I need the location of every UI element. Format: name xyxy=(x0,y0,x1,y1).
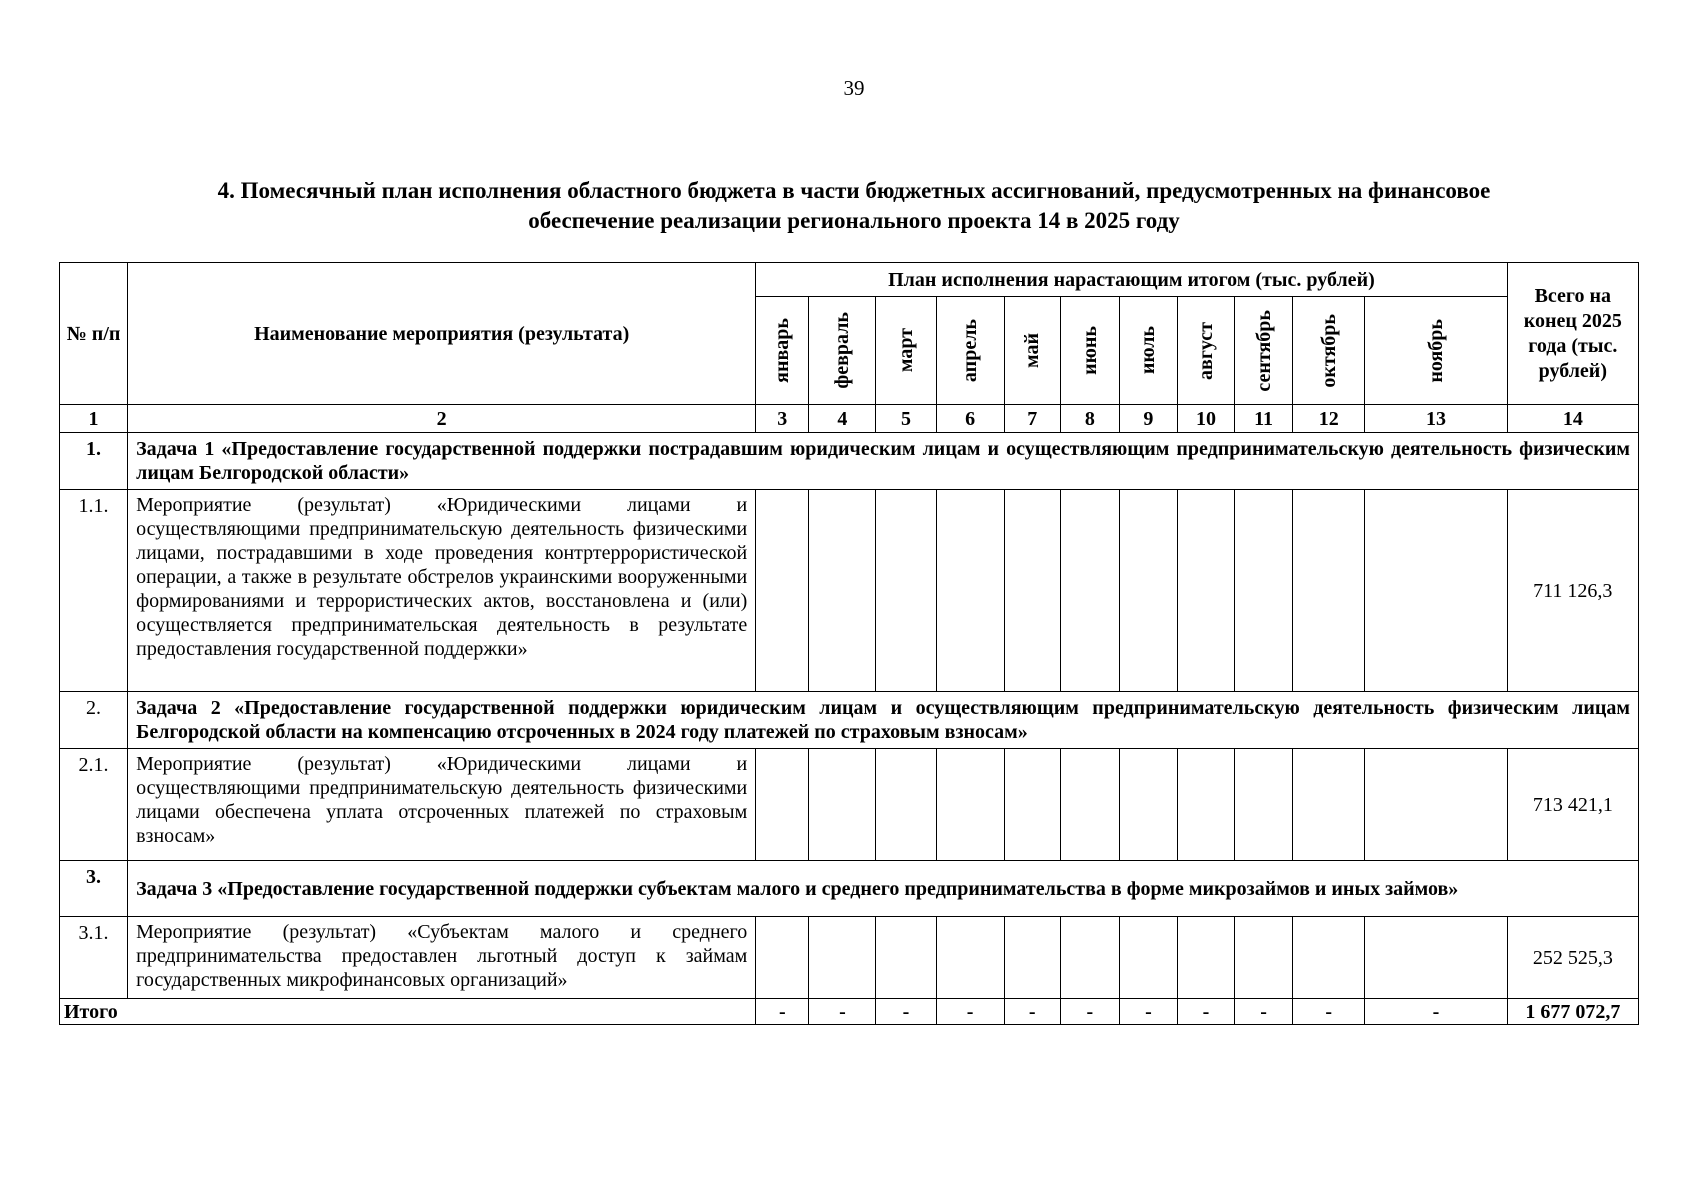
header-num: № п/п xyxy=(60,263,128,405)
value-cell xyxy=(1004,917,1060,999)
task-number: 1. xyxy=(60,433,128,490)
month-label: май xyxy=(1021,332,1044,368)
page-title xyxy=(60,176,1648,236)
col-number: 14 xyxy=(1507,405,1638,433)
header-name: Наименование мероприятия (результата) xyxy=(128,263,756,405)
month-label: ноябрь xyxy=(1424,318,1447,383)
month-november xyxy=(1365,297,1507,405)
total-dash: - xyxy=(809,999,876,1025)
value-cell xyxy=(1119,917,1177,999)
col-number: 7 xyxy=(1004,405,1060,433)
value-cell xyxy=(1060,917,1119,999)
total-dash: - xyxy=(936,999,1004,1025)
value-cell xyxy=(1293,490,1365,692)
column-numbers-row xyxy=(60,405,1639,433)
event-total: 711 126,3 xyxy=(1507,490,1638,692)
page-number: 39 xyxy=(843,76,865,100)
value-cell xyxy=(1004,490,1060,692)
month-february xyxy=(809,297,876,405)
total-dash: - xyxy=(756,999,809,1025)
month-january xyxy=(756,297,809,405)
value-cell xyxy=(1365,917,1507,999)
value-cell xyxy=(1365,490,1507,692)
value-cell xyxy=(809,749,876,861)
value-cell xyxy=(1235,749,1293,861)
value-cell xyxy=(809,490,876,692)
event-number: 3.1. xyxy=(60,917,128,999)
value-cell xyxy=(756,749,809,861)
col-number: 10 xyxy=(1177,405,1234,433)
event-row-1-1 xyxy=(60,490,1639,692)
month-label: март xyxy=(895,328,917,373)
value-cell xyxy=(809,917,876,999)
event-total: 713 421,1 xyxy=(1507,749,1638,861)
value-cell xyxy=(936,749,1004,861)
col-number: 9 xyxy=(1119,405,1177,433)
col-number: 13 xyxy=(1365,405,1507,433)
event-number: 1.1. xyxy=(60,490,128,692)
total-dash: - xyxy=(1060,999,1119,1025)
value-cell xyxy=(876,490,936,692)
month-june xyxy=(1060,297,1119,405)
value-cell xyxy=(1060,749,1119,861)
month-may xyxy=(1004,297,1060,405)
task-row-2 xyxy=(60,692,1639,749)
total-label: Итого xyxy=(60,999,756,1025)
value-cell xyxy=(936,490,1004,692)
col-number: 11 xyxy=(1235,405,1293,433)
total-dash: - xyxy=(876,999,936,1025)
event-text: Мероприятие (результат) «Субъектам малого и среднего предпринимательства предоставлен льготный доступ к займам государственных микрофинансовых организаций» xyxy=(128,917,756,999)
task-number: 3. xyxy=(60,861,128,917)
value-cell xyxy=(756,490,809,692)
month-august xyxy=(1177,297,1234,405)
month-september xyxy=(1235,297,1293,405)
month-label: сентябрь xyxy=(1252,309,1275,392)
value-cell xyxy=(876,749,936,861)
value-cell xyxy=(1235,917,1293,999)
task-text: Задача 2 «Предоставление государственной поддержки юридическим лицам и осуществляющим предпринимательскую деятельность физическим лицам Белгородской области на компенсацию отсроченных в 2024 году платежей по страховым взносам» xyxy=(128,692,1639,749)
value-cell xyxy=(1293,749,1365,861)
event-row-3-1 xyxy=(60,917,1639,999)
value-cell xyxy=(1177,749,1234,861)
value-cell xyxy=(876,917,936,999)
total-dash: - xyxy=(1293,999,1365,1025)
value-cell xyxy=(1235,490,1293,692)
col-number: 2 xyxy=(128,405,756,433)
total-dash: - xyxy=(1177,999,1234,1025)
task-text: Задача 1 «Предоставление государственной поддержки пострадавшим юридическим лицам и осуществляющим предпринимательскую деятельность физическим лицам Белгородской области» xyxy=(128,433,1639,490)
budget-plan-table xyxy=(59,262,1639,1025)
col-number: 1 xyxy=(60,405,128,433)
header-row-1 xyxy=(60,263,1639,297)
value-cell xyxy=(1004,749,1060,861)
value-cell xyxy=(756,917,809,999)
event-text: Мероприятие (результат) «Юридическими лицами и осуществляющими предпринимательскую деятельность физическими лицами обеспечена уплата отсроченных платежей по страховым взносам» xyxy=(128,749,756,861)
month-label: август xyxy=(1195,321,1217,380)
month-april xyxy=(936,297,1004,405)
value-cell xyxy=(1060,490,1119,692)
month-march xyxy=(876,297,936,405)
col-number: 5 xyxy=(876,405,936,433)
total-dash: - xyxy=(1235,999,1293,1025)
value-cell xyxy=(936,917,1004,999)
title-line-2: обеспечение реализации регионального проекта 14 в 2025 году xyxy=(528,208,1180,233)
task-number: 2. xyxy=(60,692,128,749)
event-row-2-1 xyxy=(60,749,1639,861)
task-row-1 xyxy=(60,433,1639,490)
total-dash: - xyxy=(1119,999,1177,1025)
month-label: январь xyxy=(771,318,794,383)
header-plan: План исполнения нарастающим итогом (тыс. рублей) xyxy=(756,263,1507,297)
task-row-3 xyxy=(60,861,1639,917)
col-number: 4 xyxy=(809,405,876,433)
month-label: июль xyxy=(1137,326,1160,375)
header-total: Всего на конец 2025 года (тыс. рублей) xyxy=(1507,263,1638,405)
value-cell xyxy=(1119,490,1177,692)
month-label: февраль xyxy=(831,312,854,389)
col-number: 12 xyxy=(1293,405,1365,433)
month-label: апрель xyxy=(959,318,982,383)
col-number: 6 xyxy=(936,405,1004,433)
value-cell xyxy=(1365,749,1507,861)
event-number: 2.1. xyxy=(60,749,128,861)
total-row xyxy=(60,999,1639,1025)
total-dash: - xyxy=(1365,999,1507,1025)
title-line-1: 4. Помесячный план исполнения областного бюджета в части бюджетных ассигнований, предусмотренных на финансовое xyxy=(217,178,1491,203)
value-cell xyxy=(1293,917,1365,999)
month-label: июнь xyxy=(1078,326,1101,375)
task-text: Задача 3 «Предоставление государственной поддержки субъектам малого и среднего предпринимательства в форме микрозаймов и иных займов» xyxy=(128,861,1639,917)
month-october xyxy=(1293,297,1365,405)
value-cell xyxy=(1177,917,1234,999)
month-july xyxy=(1119,297,1177,405)
grand-total: 1 677 072,7 xyxy=(1507,999,1638,1025)
total-dash: - xyxy=(1004,999,1060,1025)
month-label: октябрь xyxy=(1317,313,1340,388)
col-number: 3 xyxy=(756,405,809,433)
value-cell xyxy=(1119,749,1177,861)
col-number: 8 xyxy=(1060,405,1119,433)
event-total: 252 525,3 xyxy=(1507,917,1638,999)
value-cell xyxy=(1177,490,1234,692)
event-text: Мероприятие (результат) «Юридическими лицами и осуществляющими предпринимательскую деятельность физическими лицами, пострадавшими в ходе проведения контртеррористической операции, а также в результате обстрелов украинскими вооруженными формированиями и террористических актов, восстановлена и (или) осуществляется предпринимательская деятельность в результате предоставления государственной поддержки» xyxy=(128,490,756,692)
